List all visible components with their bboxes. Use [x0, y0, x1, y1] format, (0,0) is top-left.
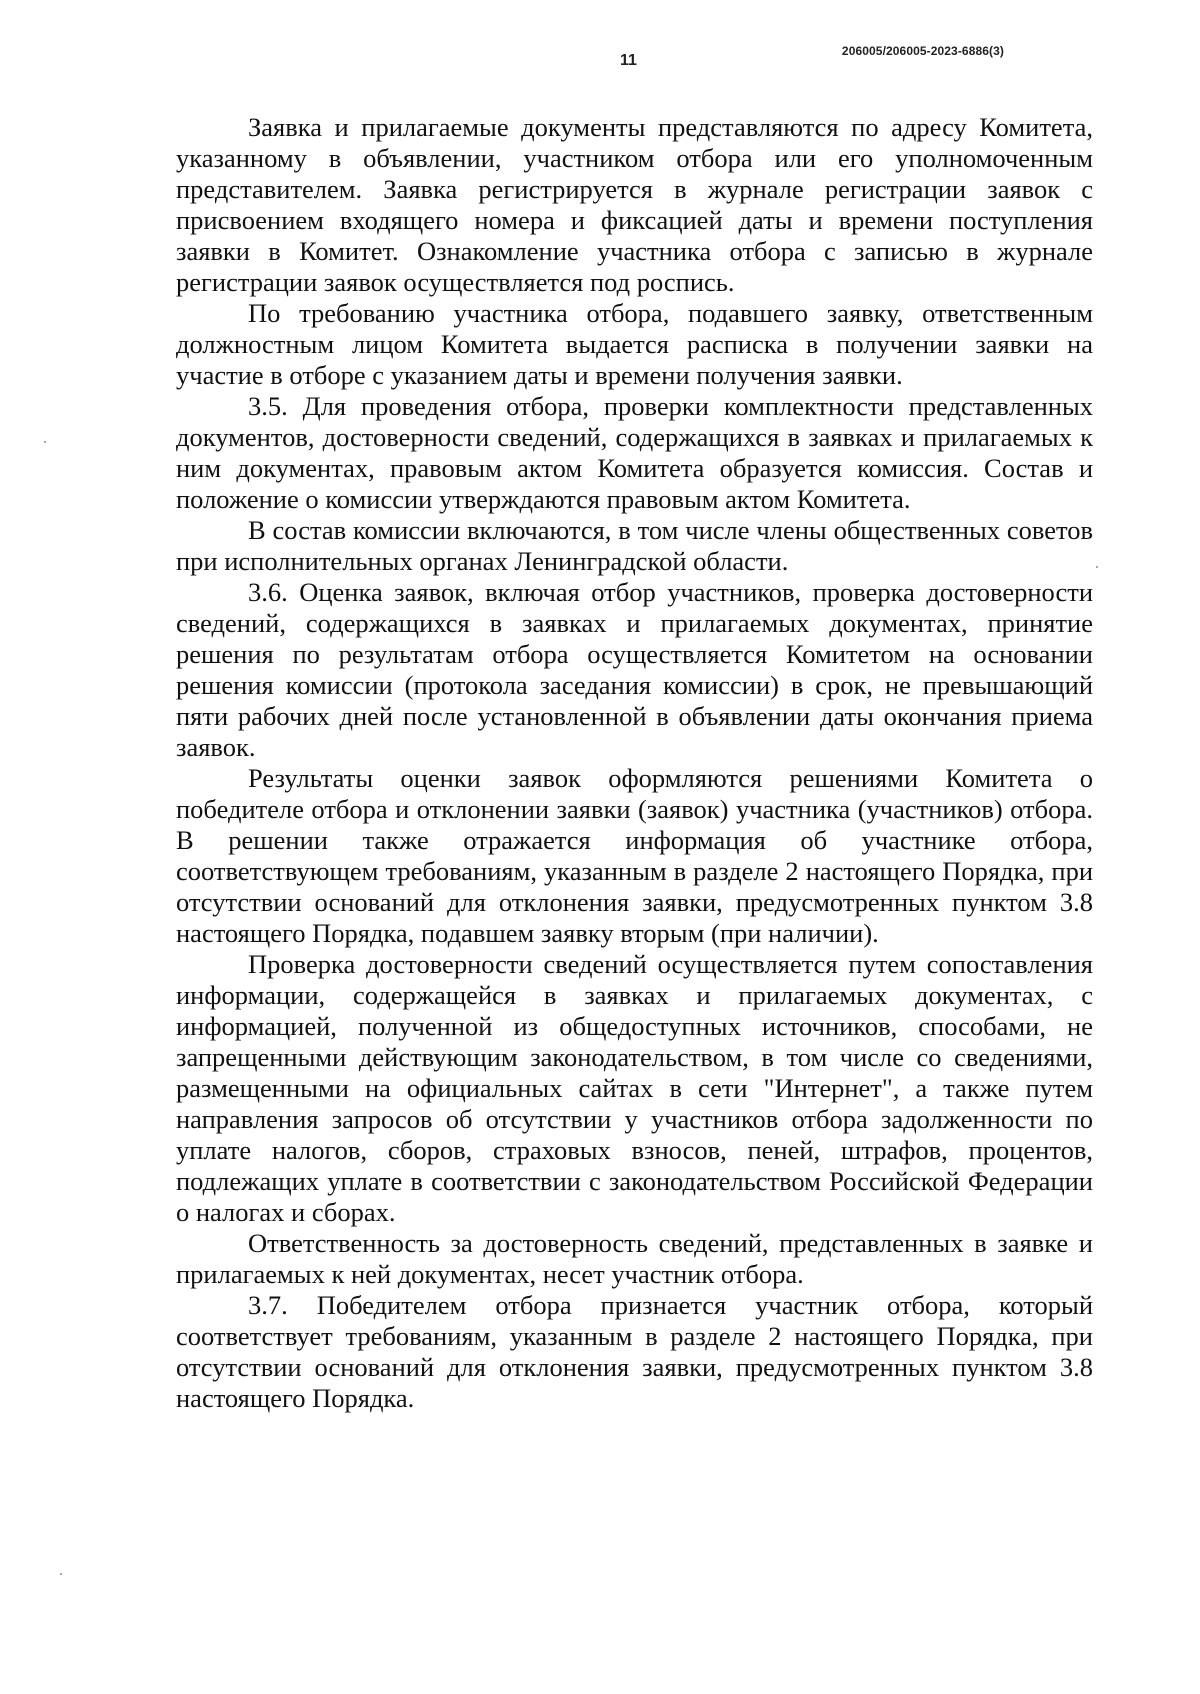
scan-speck	[44, 441, 46, 443]
paragraph-evaluation-results: Результаты оценки заявок оформляются решениями Комитета о победителе отбора и отклонении заявки (заявок) участника (участников) отбора. В решении также отражается информация об участнике отбора, соответствующем требованиям, указанным в разделе 2 настоящего Порядка, при отсутствии оснований для отклонения заявки, предусмотренных пунктом 3.8 настоящего Порядка, подавшем заявку вторым (при наличии).	[176, 763, 1093, 948]
paragraph-verification: Проверка достоверности сведений осуществляется путем сопоставления информации, содержащейся в заявках и прилагаемых документах, с информацией, полученной из общедоступных источников, способами, не запрещенными действующим законодательством, в том числе со сведениями, размещенными на официальных сайтах в сети "Интернет", а также путем направления запросов об отсутствии у участников отбора задолженности по уплате налогов, сборов, страховых взносов, пеней, штрафов, процентов, подлежащих уплате в соответствии с законодательством Российской Федерации о налогах и сборах.	[176, 949, 1093, 1227]
paragraph-commission-members: В состав комиссии включаются, в том числе члены общественных советов при исполнительных органах Ленинградской области.	[176, 515, 1093, 576]
paragraph-3-5-commission: 3.5. Для проведения отбора, проверки комплектности представленных документов, достоверности сведений, содержащихся в заявках и прилагаемых к ним документах, правовым актом Комитета образуется комиссия. Состав и положение о комиссии утверждаются правовым актом Комитета.	[176, 391, 1093, 514]
paragraph-receipt: По требованию участника отбора, подавшего заявку, ответственным должностным лицом Комитета выдается расписка в получении заявки на участие в отборе с указанием даты и времени получения заявки.	[176, 298, 1093, 390]
paragraph-responsibility: Ответственность за достоверность сведений, представленных в заявке и прилагаемых к ней документах, несет участник отбора.	[176, 1228, 1093, 1289]
scan-speck	[1096, 566, 1098, 568]
paragraph-3-7-winner: 3.7. Победителем отбора признается участник отбора, который соответствует требованиям, указанным в разделе 2 настоящего Порядка, при отсутствии оснований для отклонения заявки, предусмотренных пунктом 3.8 настоящего Порядка.	[176, 1290, 1093, 1413]
page-number: 11	[620, 52, 637, 69]
paragraph-application-submission: Заявка и прилагаемые документы представляются по адресу Комитета, указанному в объявлении, участником отбора или его уполномоченным представителем. Заявка регистрируется в журнале регистрации заявок с присвоением входящего номера и фиксацией даты и времени поступления заявки в Комитет. Ознакомление участника отбора с записью в журнале регистрации заявок осуществляется под роспись.	[176, 112, 1093, 297]
document-body	[176, 112, 1093, 1414]
paragraph-3-6-evaluation: 3.6. Оценка заявок, включая отбор участников, проверка достоверности сведений, содержащихся в заявках и прилагаемых документах, принятие решения по результатам отбора осуществляется Комитетом на основании решения комиссии (протокола заседания комиссии) в срок, не превышающий пяти рабочих дней после установленной в объявлении даты окончания приема заявок.	[176, 577, 1093, 762]
scan-speck	[60, 1573, 62, 1575]
document-id: 206005/206005-2023-6886(3)	[841, 44, 1004, 58]
